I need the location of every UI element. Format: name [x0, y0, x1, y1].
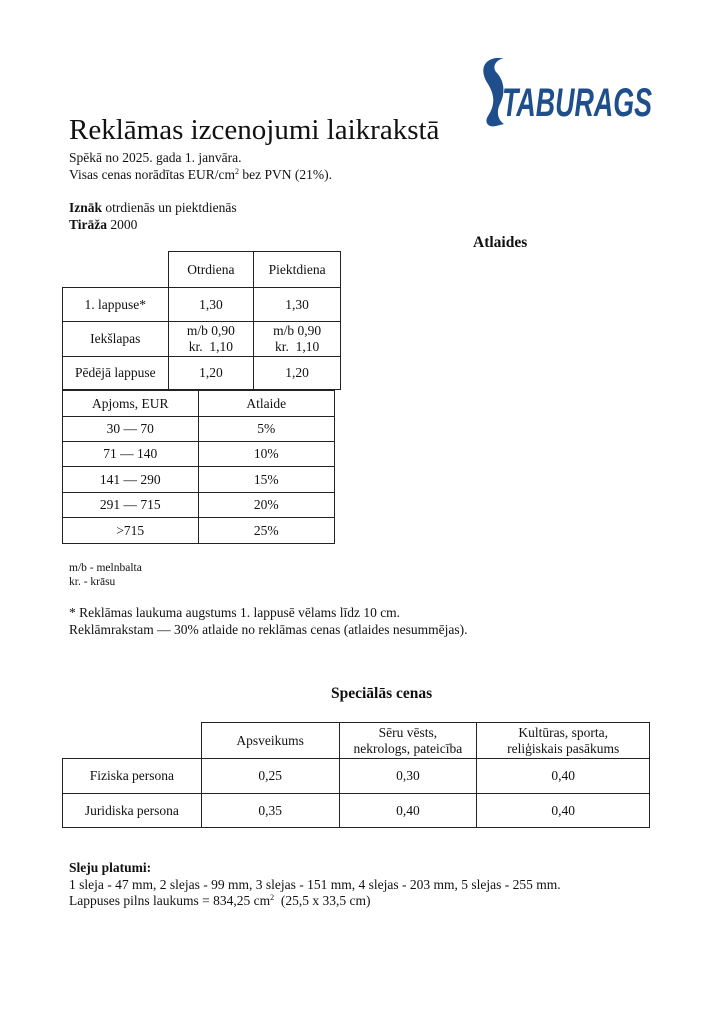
discount-table [62, 390, 335, 544]
discounts-heading: Atlaides [473, 234, 528, 251]
row-label: Fiziska persona [63, 759, 202, 794]
price-cell: 0,40 [477, 759, 650, 794]
legend-bw: m/b - melnbalta [69, 562, 142, 574]
column-widths-heading: Sleju platumi: [69, 860, 152, 875]
prices-note: Visas cenas norādītas EUR/$cm^2$ bez PVN (21%). [69, 167, 333, 182]
legend-color: kr. - krāsu [69, 576, 116, 588]
header-greeting: Apsveikums [201, 723, 339, 759]
page-title: Reklāmas izcenojumi laikrakstā [69, 114, 440, 146]
range-cell: 291 — 715 [63, 493, 199, 518]
header-tuesday: Otrdiena [168, 252, 254, 288]
special-prices-table [62, 722, 650, 828]
discount-cell: 5% [198, 417, 334, 442]
footnote-advertorial: Reklāmrakstam — 30% atlaide no reklāmas cenas (atlaides nesummējas). [69, 622, 468, 637]
header-mourning: Sēru vēsts, nekrologs, pateicība [339, 723, 477, 759]
issue-days: Iznāk otrdienās un piektdienās [69, 200, 237, 215]
range-cell: 141 — 290 [63, 467, 199, 493]
price-cell: 0,30 [339, 759, 477, 794]
price-cell: 1,20 [168, 357, 254, 390]
price-cell: 1,20 [254, 357, 341, 390]
range-cell: 30 — 70 [63, 417, 199, 442]
range-cell: >715 [63, 518, 199, 544]
price-cell: 0,35 [201, 794, 339, 828]
discount-cell: 10% [198, 442, 334, 467]
price-cell: 1,30 [168, 288, 254, 322]
header-friday: Piektdiena [254, 252, 341, 288]
column-widths: 1 sleja - 47 mm, 2 slejas - 99 mm, 3 slejas - 151 mm, 4 slejas - 203 mm, 5 slejas - 255 mm. [69, 877, 561, 892]
price-cell: m/b 0,90 kr. 1,10 [168, 322, 254, 357]
row-label: 1. lappuse* [63, 288, 169, 322]
special-prices-heading: Speciālās cenas [331, 685, 433, 702]
staburags-logo [474, 50, 660, 130]
price-cell: 1,30 [254, 288, 341, 322]
price-cell: 0,25 [201, 759, 339, 794]
price-table [62, 251, 341, 390]
row-label: Pēdējā lappuse [63, 357, 169, 390]
discount-cell: 25% [198, 518, 334, 544]
circulation: Tirāža 2000 [69, 217, 138, 232]
header-events: Kultūras, sporta, reliģiskais pasākums [477, 723, 650, 759]
row-label: Juridiska persona [63, 794, 202, 828]
valid-from: Spēkā no 2025. gada 1. janvāra. [69, 150, 242, 165]
footnote-first-page: * Reklāmas laukuma augstums 1. lappusē vēlams līdz 10 cm. [69, 605, 401, 620]
range-cell: 71 — 140 [63, 442, 199, 467]
price-cell: m/b 0,90 kr. 1,10 [254, 322, 341, 357]
price-cell: 0,40 [339, 794, 477, 828]
full-page-area: Lappuses pilns laukums = 834,25 $cm^2$ (25,5 x 33,5 cm) [69, 893, 371, 908]
discount-cell: 20% [198, 493, 334, 518]
discount-cell: 15% [198, 467, 334, 493]
header-amount: Apjoms, EUR [63, 391, 199, 417]
svg-text:TABURAGS: TABURAGS [502, 81, 653, 125]
empty-corner [63, 723, 202, 759]
row-label: Iekšlapas [63, 322, 169, 357]
price-cell: 0,40 [477, 794, 650, 828]
empty-corner [63, 252, 169, 288]
header-discount: Atlaide [198, 391, 334, 417]
